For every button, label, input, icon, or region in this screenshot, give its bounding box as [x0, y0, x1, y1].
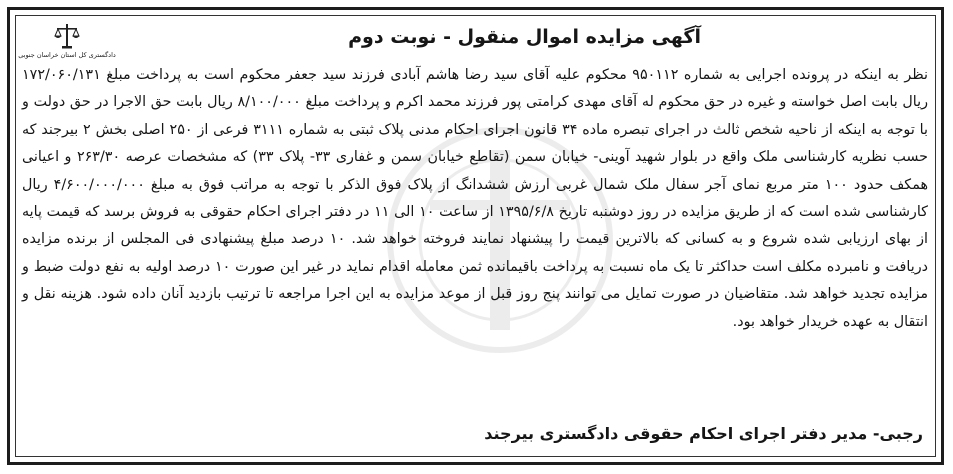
- scales-of-justice-icon: [52, 21, 82, 51]
- notice-title: آگهی مزایده اموال منقول - نوبت دوم: [348, 26, 701, 48]
- judiciary-logo: [18, 21, 116, 67]
- signature: رجبی- مدیر دفتر اجرای احکام حقوقی دادگستری بیرجند: [484, 424, 923, 443]
- notice-body: نظر به اینکه در پرونده اجرایی به شماره ۹۵۰۱۱۲ محکوم علیه آقای سید رضا هاشم آبادی فرزند سید جعفر محکوم است به پرداخت مبلغ ۱۷۲/۰۶۰/۱۳۱ ریال بابت اصل خواسته و غیره در حق محکوم له آقای مهدی کرامتی پور فرزند محمد اکرم و پرداخت مبلغ ۸/۱۰۰/۰۰۰ ریال بابت حق الاجرا در حق دولت و با توجه به اینکه از ناحیه شخص ثالث در اجرای تبصره ماده ۳۴ قانون اجرای احکام مدنی پلاک ثبتی به شماره ۳۱۱۱ فرعی از ۲۵۰ اصلی بخش ۲ بیرجند که حسب نظریه کارشناسی ملک واقع در بلوار شهید آوینی- خیابان سمن (تقاطع خیابان سمن و غفاری ۳۳- پلاک ۳۳) که مشخصات عرصه ۲۶۳/۳۰ و اعیانی همکف حدود ۱۰۰ متر مربع نمای آجر سفال ملک شمال غربی ارزش ششدانگ از پلاک فوق الذکر با توجه به مراتب فوق به مبلغ ۴/۶۰۰/۰۰۰/۰۰۰ ریال کارشناسی شده است که از طریق مزایده در روز دوشنبه تاریخ ۱۳۹۵/۶/۸ از ساعت ۱۰ الی ۱۱ در دفتر اجرای احکام حقوقی به فروش برسد که قیمت پایه از بهای ارزیابی شده شروع و به کسانی که بالاترین قیمت را پیشنهاد نمایند فروخته خواهد شد. ۱۰ درصد مبلغ پیشنهادی فی المجلس از برنده مزایده دریافت و نامبرده مکلف است حداکثر تا یک ماه نسبت به پرداخت باقیمانده ثمن معامله اقدام نماید در غیر این صورت ۱۰ درصد اولیه به نفع دولت ضبط و مزایده تجدید خواهد شد. متقاضیان در صورت تمایل می توانند پنج روز قبل از موعد مزایده به این اجرا مراجعه تا ترتیب بازدید آنان داده شود. هزینه نقل و انتقال به عهده خریدار خواهد بود.: [22, 67, 929, 330]
- logo-caption: دادگستری کل استان خراسان جنوبی: [18, 51, 116, 59]
